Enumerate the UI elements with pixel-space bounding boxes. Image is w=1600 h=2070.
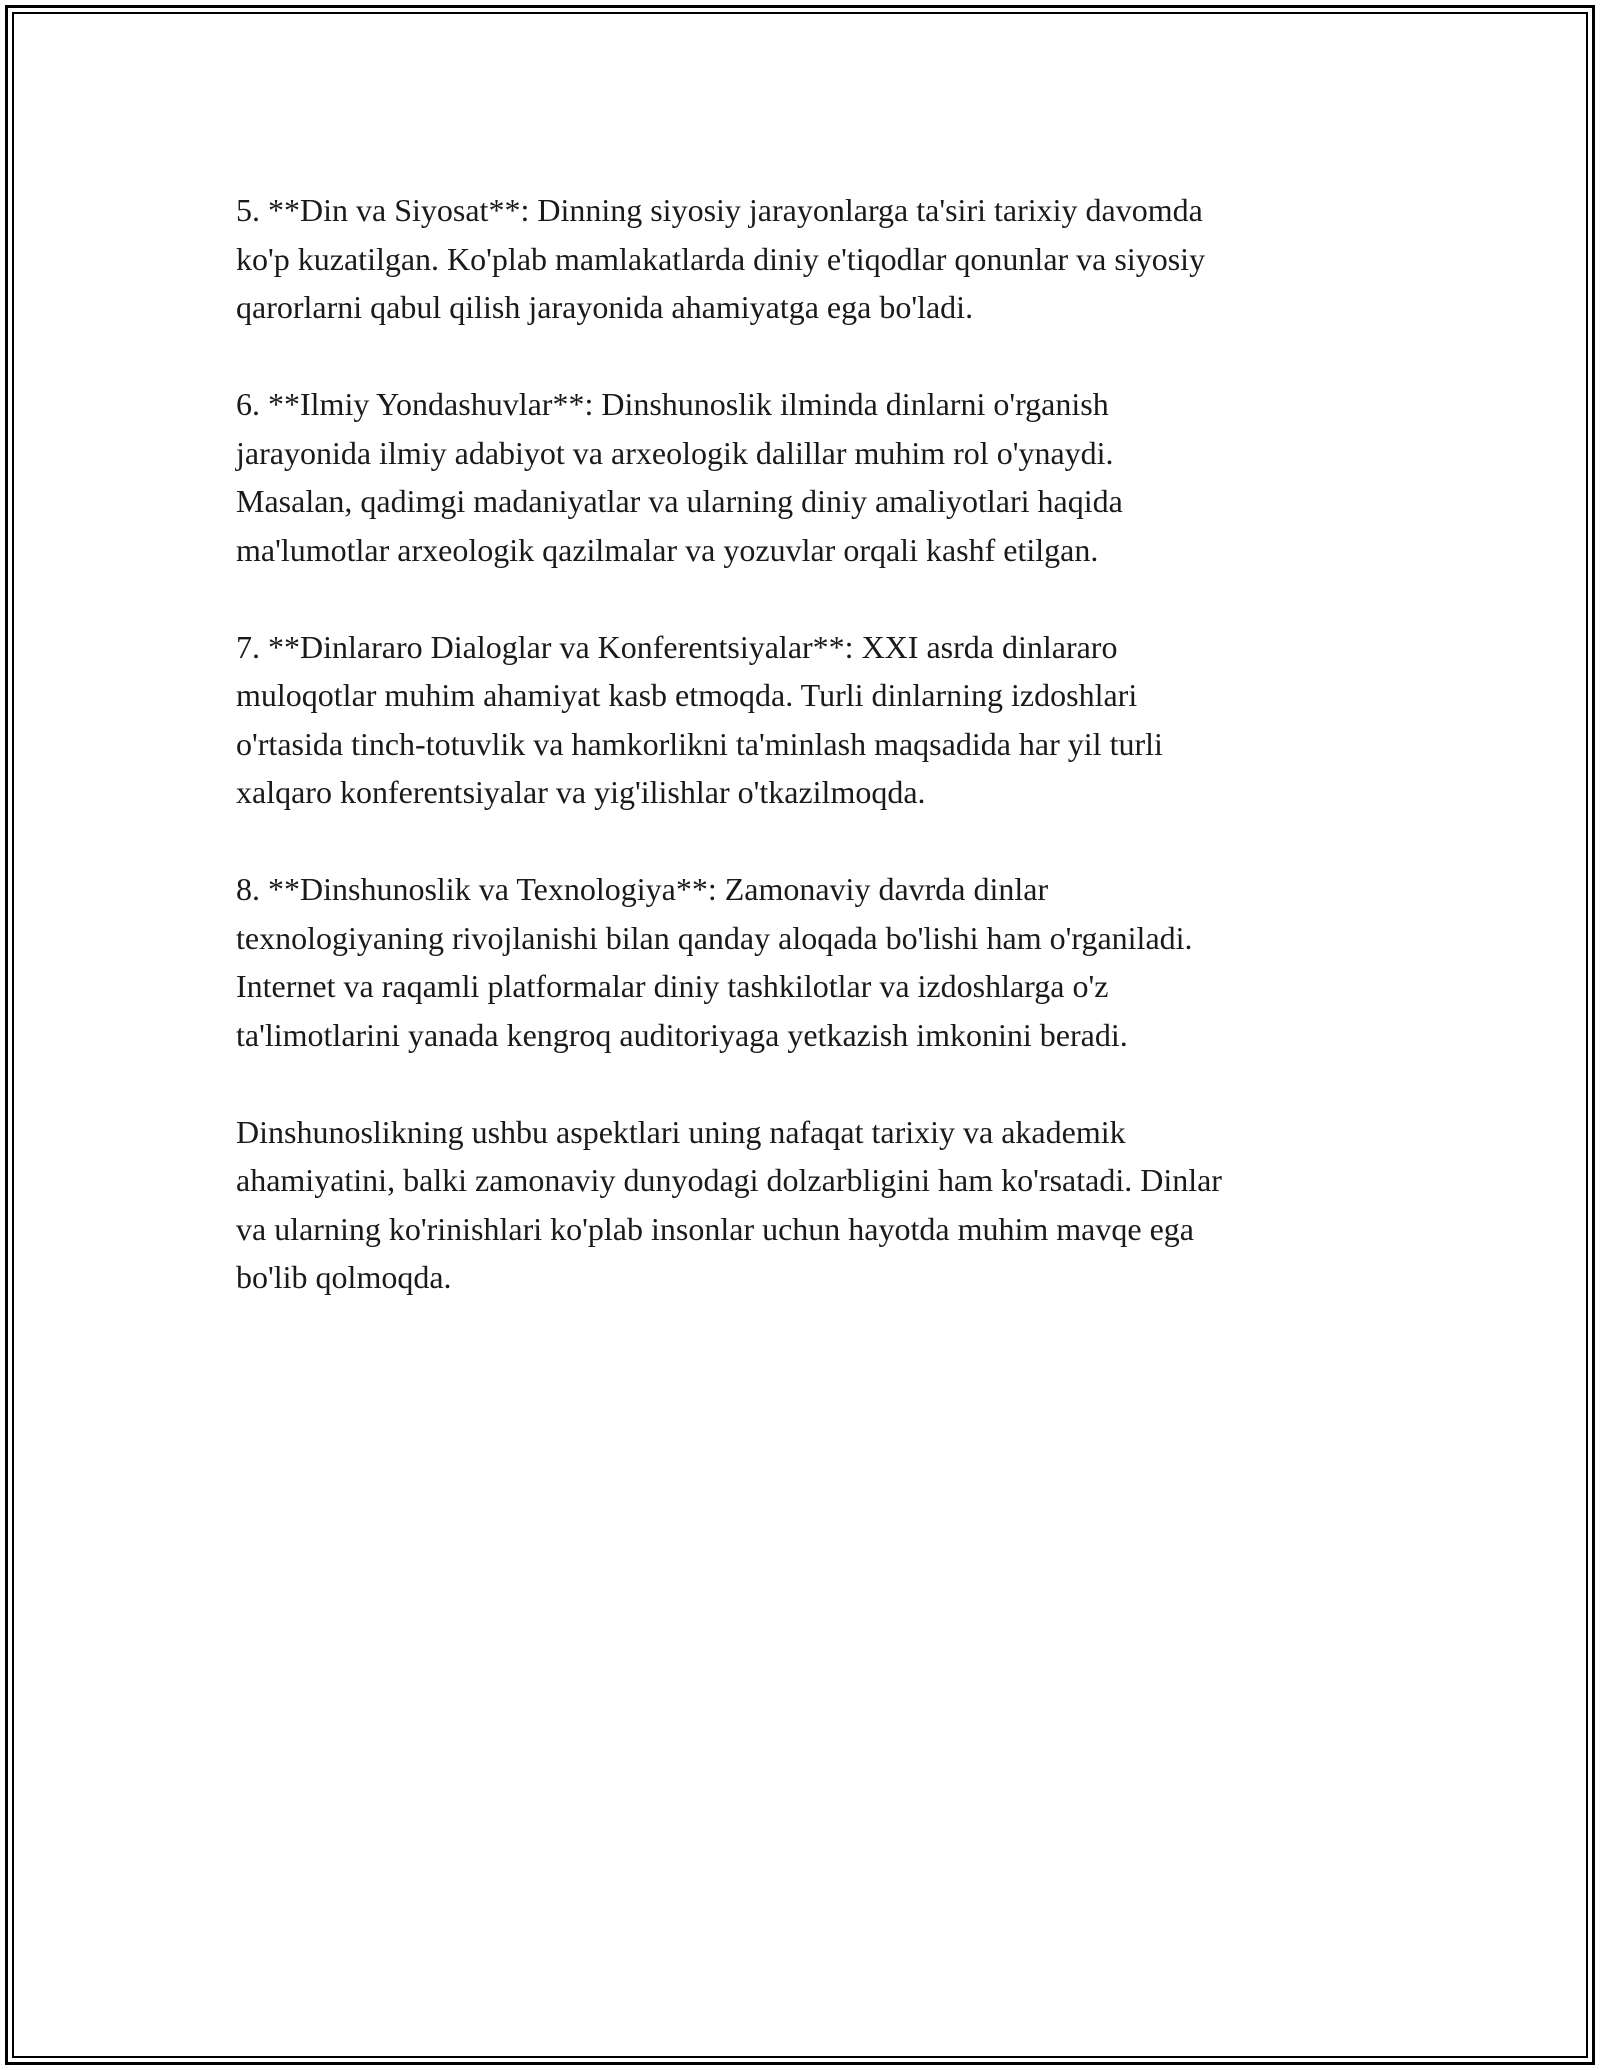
text-line: jarayonida ilmiy adabiyot va arxeologik dalillar muhim rol o'ynaydi. (236, 434, 1114, 471)
text-line: Internet va raqamli platformalar diniy tashkilotlar va izdoshlarga o'z (236, 968, 1109, 1004)
text-line: o'rtasida tinch-totuvlik va hamkorlikni ta'minlash maqsadida har yil turli (236, 725, 1163, 762)
text-line: 5. **Din va Siyosat**: Dinning siyosiy jarayonlarga ta'siri tarixiy davomda (236, 192, 1203, 228)
text-line: va ularning ko'rinishlari ko'plab insonlar uchun hayotda muhim mavqe ega (236, 1210, 1194, 1247)
text-line: 7. **Dinlararo Dialoglar va Konferentsiyalar**: XXI asrda dinlararo (236, 628, 1118, 665)
text-line: Dinshunoslikning ushbu aspektlari uning nafaqat tarixiy va akademik (236, 1113, 1126, 1150)
text-line: 6. **Ilmiy Yondashuvlar**: Dinshunoslik ilminda dinlarni o'rganish (236, 386, 1109, 422)
paragraph-conclusion (236, 1108, 1386, 1302)
text-line: bo'lib qolmoqda. (236, 1259, 452, 1295)
document-body (236, 186, 1386, 1302)
text-line: ko'p kuzatilgan. Ko'plab mamlakatlarda diniy e'tiqodlar qonunlar va siyosiy (236, 240, 1206, 277)
text-line: ahamiyatini, balki zamonaviy dunyodagi dolzarbligini ham ko'rsatadi. Dinlar (236, 1162, 1222, 1198)
text-line: ma'lumotlar arxeologik qazilmalar va yozuvlar orqali kashf etilgan. (236, 531, 1099, 568)
text-line: Masalan, qadimgi madaniyatlar va ularning diniy amaliyotlari haqida (236, 483, 1123, 519)
text-line: texnologiyaning rivojlanishi bilan qanday aloqada bo'lishi ham o'rganiladi. (236, 919, 1193, 956)
paragraph-dinshunoslik-texnologiya (236, 865, 1386, 1059)
text-line: ta'limotlarini yanada kengroq auditoriyaga yetkazish imkonini beradi. (236, 1016, 1128, 1053)
text-line: qarorlarni qabul qilish jarayonida ahamiyatga ega bo'ladi. (236, 289, 974, 325)
paragraph-dinlararo-dialoglar (236, 623, 1386, 817)
paragraph-din-va-siyosat (236, 186, 1386, 332)
text-line: muloqotlar muhim ahamiyat kasb etmoqda. Turli dinlarning izdoshlari (236, 677, 1138, 713)
text-line: 8. **Dinshunoslik va Texnologiya**: Zamonaviy davrda dinlar (236, 871, 1049, 907)
text-line: xalqaro konferentsiyalar va yig'ilishlar o'tkazilmoqda. (236, 774, 926, 810)
paragraph-ilmiy-yondashuvlar (236, 380, 1386, 574)
